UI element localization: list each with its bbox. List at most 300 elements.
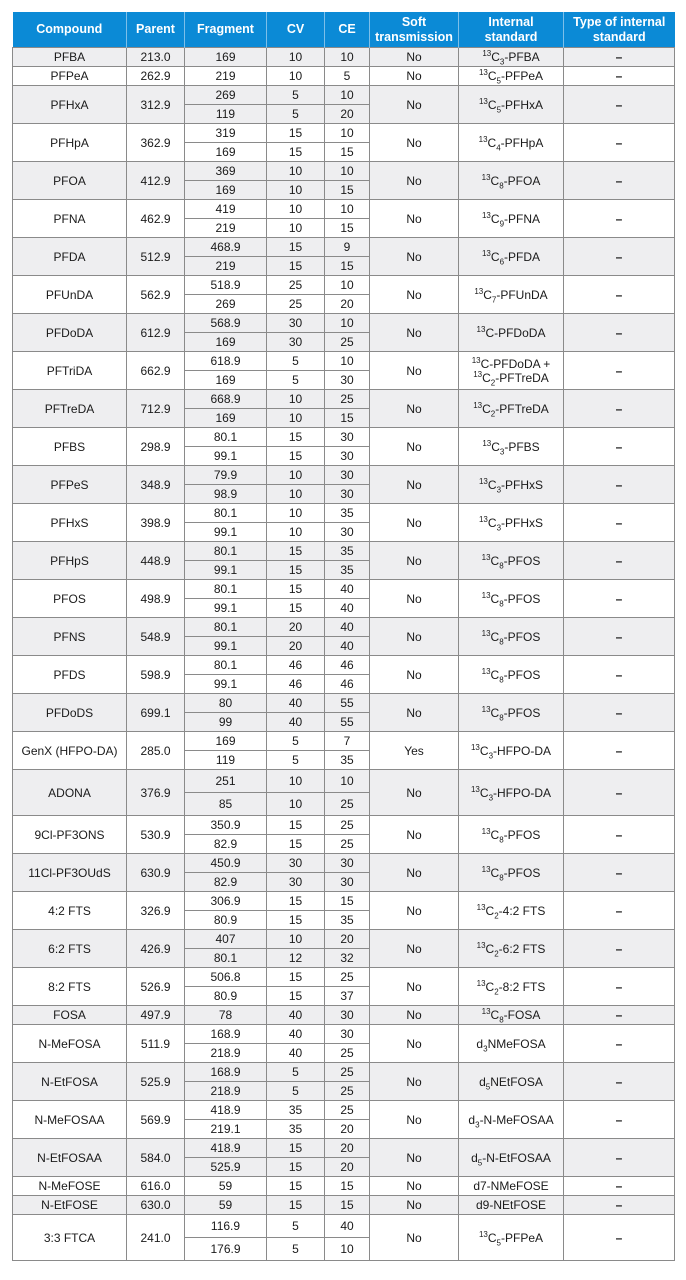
- compound-cell: PFPeA: [13, 67, 127, 86]
- ce-cell: 20: [325, 1120, 370, 1139]
- fragment-cell: 80.1: [185, 504, 267, 523]
- table-row: [13, 1177, 675, 1196]
- cv-cell: 35: [267, 1120, 325, 1139]
- fragment-cell: 418.9: [185, 1101, 267, 1120]
- type-of-standard-cell: –: [564, 124, 675, 162]
- header-compound: Compound: [13, 12, 127, 48]
- parent-cell: 312.9: [127, 86, 185, 124]
- ce-cell: 40: [325, 637, 370, 656]
- table-row: [13, 1063, 675, 1082]
- ce-cell: 25: [325, 816, 370, 835]
- type-of-standard-cell: –: [564, 504, 675, 542]
- internal-standard-line: $^{13}C_8$-PFOS: [481, 826, 541, 844]
- cv-cell: 15: [267, 1158, 325, 1177]
- ce-cell: 55: [325, 713, 370, 732]
- ce-cell: 20: [325, 1158, 370, 1177]
- count-subscript: 5: [477, 1157, 483, 1167]
- ce-cell: 15: [325, 1196, 370, 1215]
- compound-group: [13, 48, 675, 67]
- ce-cell: 25: [325, 1082, 370, 1101]
- type-of-standard-cell: –: [564, 276, 675, 314]
- count-subscript: 2: [494, 910, 499, 920]
- mrm-parameters-table: [12, 12, 675, 1261]
- ce-cell: 30: [325, 466, 370, 485]
- internal-standard-line: $^{13}C_3$-PFBA: [482, 49, 540, 67]
- soft-transmission-cell: No: [370, 1215, 459, 1261]
- ce-cell: 25: [325, 1101, 370, 1120]
- ce-cell: 10: [325, 1238, 370, 1261]
- cv-cell: 10: [267, 200, 325, 219]
- cv-cell: 5: [267, 751, 325, 770]
- parent-cell: 298.9: [127, 428, 185, 466]
- fragment-cell: 506.8: [185, 968, 267, 987]
- internal-standard-line: $d_3-N$-MeFOSAA: [468, 1112, 554, 1129]
- type-of-standard-cell: –: [564, 86, 675, 124]
- isotope-superscript: 13: [481, 210, 491, 220]
- ce-cell: 30: [325, 371, 370, 390]
- count-subscript: 3: [483, 1043, 488, 1053]
- ce-cell: 25: [325, 390, 370, 409]
- ce-cell: 37: [325, 987, 370, 1006]
- cv-cell: 30: [267, 333, 325, 352]
- table-row: [13, 466, 675, 485]
- cv-cell: 5: [267, 732, 325, 751]
- compound-group: [13, 770, 675, 816]
- compound-cell: N-MeFOSAA: [13, 1101, 127, 1139]
- count-subscript: 7: [491, 294, 497, 304]
- compound-cell: N-EtFOSA: [13, 1063, 127, 1101]
- cv-cell: 10: [267, 504, 325, 523]
- soft-transmission-cell: No: [370, 930, 459, 968]
- fragment-cell: 80.1: [185, 542, 267, 561]
- compound-group: [13, 732, 675, 770]
- ce-cell: 40: [325, 1215, 370, 1238]
- type-of-standard-cell: –: [564, 1006, 675, 1025]
- table-row: [13, 816, 675, 835]
- table-row: [13, 854, 675, 873]
- fragment-cell: 99.1: [185, 599, 267, 618]
- internal-standard-cell: [459, 968, 564, 1006]
- cv-cell: 15: [267, 892, 325, 911]
- compound-group: [13, 352, 675, 390]
- ce-cell: 30: [325, 1025, 370, 1044]
- fragment-cell: 99: [185, 713, 267, 732]
- fragment-cell: 218.9: [185, 1082, 267, 1101]
- ce-cell: 30: [325, 428, 370, 447]
- count-subscript: 5: [485, 1081, 491, 1091]
- table-row: [13, 314, 675, 333]
- fragment-cell: 82.9: [185, 835, 267, 854]
- compound-cell: 9Cl-PF3ONS: [13, 816, 127, 854]
- parent-cell: 598.9: [127, 656, 185, 694]
- fragment-cell: 169: [185, 143, 267, 162]
- internal-standard-line: $^{13}C_3$-PFHxS: [478, 514, 544, 532]
- compound-group: [13, 542, 675, 580]
- internal-standard-cell: [459, 1101, 564, 1139]
- fragment-cell: 99.1: [185, 675, 267, 694]
- compound-cell: N-MeFOSE: [13, 1177, 127, 1196]
- cv-cell: 10: [267, 930, 325, 949]
- isotope-superscript: 13: [473, 369, 483, 379]
- fragment-cell: 219: [185, 219, 267, 238]
- fragment-cell: 219: [185, 257, 267, 276]
- parent-cell: 512.9: [127, 238, 185, 276]
- ce-cell: 5: [325, 67, 370, 86]
- count-subscript: 5: [496, 76, 501, 86]
- compound-cell: PFDA: [13, 238, 127, 276]
- ce-cell: 32: [325, 949, 370, 968]
- internal-standard-line: $^{13}C_3$-PFBS: [482, 438, 540, 456]
- internal-standard-line: $^{13}C_3$-PFHxS: [478, 476, 544, 494]
- fragment-cell: 80.1: [185, 618, 267, 637]
- table-row: [13, 504, 675, 523]
- parent-cell: 497.9: [127, 1006, 185, 1025]
- ce-cell: 25: [325, 968, 370, 987]
- fragment-cell: 79.9: [185, 466, 267, 485]
- type-of-standard-cell: –: [564, 1215, 675, 1261]
- parent-cell: 562.9: [127, 276, 185, 314]
- type-of-standard-cell: –: [564, 854, 675, 892]
- compound-group: [13, 200, 675, 238]
- ce-cell: 25: [325, 793, 370, 816]
- type-of-standard-cell: –: [564, 770, 675, 816]
- cv-cell: 15: [267, 580, 325, 599]
- ce-cell: 40: [325, 599, 370, 618]
- isotope-superscript: 13: [478, 476, 488, 486]
- count-subscript: 3: [488, 750, 494, 760]
- count-subscript: 4: [496, 142, 501, 152]
- count-subscript: 6: [499, 256, 505, 266]
- cv-cell: 15: [267, 542, 325, 561]
- cv-cell: 15: [267, 968, 325, 987]
- ce-cell: 15: [325, 892, 370, 911]
- internal-standard-cell: [459, 930, 564, 968]
- internal-standard-cell: [459, 314, 564, 352]
- cv-cell: 15: [267, 816, 325, 835]
- isotope-superscript: 13: [476, 978, 486, 988]
- internal-standard-cell: [459, 162, 564, 200]
- compound-cell: PFHxS: [13, 504, 127, 542]
- parent-cell: 530.9: [127, 816, 185, 854]
- ce-cell: 9: [325, 238, 370, 257]
- isotope-superscript: 13: [482, 438, 492, 448]
- internal-standard-line: $^{13}C_5$-PFPeA: [478, 1229, 544, 1247]
- fragment-cell: 169: [185, 333, 267, 352]
- internal-standard-line: $^{13}C_5$-PFPeA: [478, 68, 544, 86]
- internal-standard-line: $^{13}C_3-HFPO-DA$: [470, 742, 552, 760]
- soft-transmission-cell: No: [370, 770, 459, 816]
- table-row: [13, 200, 675, 219]
- soft-transmission-cell: No: [370, 390, 459, 428]
- compound-group: [13, 618, 675, 656]
- internal-standard-cell: [459, 276, 564, 314]
- count-subscript: 8: [499, 872, 504, 882]
- internal-standard-cell: [459, 48, 564, 67]
- parent-cell: 526.9: [127, 968, 185, 1006]
- cv-cell: 10: [267, 770, 325, 793]
- internal-standard-cell: [459, 1006, 564, 1025]
- isotope-superscript: 13: [478, 134, 488, 144]
- fragment-cell: 98.9: [185, 485, 267, 504]
- cv-cell: 40: [267, 694, 325, 713]
- soft-transmission-cell: No: [370, 1063, 459, 1101]
- parent-cell: 699.1: [127, 694, 185, 732]
- compound-cell: PFPeS: [13, 466, 127, 504]
- fragment-cell: 80.1: [185, 656, 267, 675]
- table-row: [13, 1215, 675, 1238]
- type-of-standard-cell: –: [564, 352, 675, 390]
- internal-standard-cell: [459, 854, 564, 892]
- internal-standard-cell: [459, 816, 564, 854]
- ce-cell: 25: [325, 1063, 370, 1082]
- fragment-cell: 169: [185, 409, 267, 428]
- count-subscript: 5: [496, 104, 502, 114]
- parent-cell: 241.0: [127, 1215, 185, 1261]
- internal-standard-line: $d_5-N$-EtFOSAA: [471, 1150, 551, 1167]
- fragment-cell: 468.9: [185, 238, 267, 257]
- soft-transmission-cell: No: [370, 276, 459, 314]
- type-of-standard-cell: –: [564, 732, 675, 770]
- compound-cell: 3:3 FTCA: [13, 1215, 127, 1261]
- cv-cell: 15: [267, 238, 325, 257]
- cv-cell: 10: [267, 48, 325, 67]
- cv-cell: 15: [267, 599, 325, 618]
- cv-cell: 25: [267, 276, 325, 295]
- fragment-cell: 169: [185, 732, 267, 751]
- fragment-cell: 251: [185, 770, 267, 793]
- compound-group: [13, 67, 675, 86]
- table-row: [13, 618, 675, 637]
- fragment-cell: 119: [185, 751, 267, 770]
- internal-standard-cell: [459, 542, 564, 580]
- parent-cell: 462.9: [127, 200, 185, 238]
- parent-cell: 630.0: [127, 1196, 185, 1215]
- isotope-superscript: 13: [476, 940, 486, 950]
- header-soft-transmission: Soft transmission: [370, 12, 459, 48]
- ce-cell: 30: [325, 485, 370, 504]
- compound-group: [13, 1101, 675, 1139]
- isotope-superscript: 13: [478, 514, 488, 524]
- parent-cell: 412.9: [127, 162, 185, 200]
- type-of-standard-cell: –: [564, 48, 675, 67]
- fragment-cell: 169: [185, 48, 267, 67]
- parent-cell: 712.9: [127, 390, 185, 428]
- fragment-cell: 306.9: [185, 892, 267, 911]
- soft-transmission-cell: No: [370, 86, 459, 124]
- compound-cell: PFUnDA: [13, 276, 127, 314]
- ce-cell: 20: [325, 1139, 370, 1158]
- compound-group: [13, 86, 675, 124]
- isotope-superscript: 13: [481, 172, 491, 182]
- isotope-superscript: 13: [474, 286, 484, 296]
- soft-transmission-cell: No: [370, 67, 459, 86]
- ce-cell: 10: [325, 352, 370, 371]
- cv-cell: 46: [267, 675, 325, 694]
- isotope-superscript: 13: [481, 248, 491, 258]
- fragment-cell: 168.9: [185, 1025, 267, 1044]
- ce-cell: 35: [325, 542, 370, 561]
- table-row: [13, 1139, 675, 1158]
- table-row: [13, 162, 675, 181]
- cv-cell: 30: [267, 854, 325, 873]
- cv-cell: 5: [267, 1238, 325, 1261]
- parent-cell: 362.9: [127, 124, 185, 162]
- soft-transmission-cell: No: [370, 816, 459, 854]
- fragment-cell: 59: [185, 1177, 267, 1196]
- table-row: [13, 276, 675, 295]
- compound-group: [13, 276, 675, 314]
- ce-cell: 35: [325, 911, 370, 930]
- internal-standard-cell: [459, 1139, 564, 1177]
- type-of-standard-cell: –: [564, 892, 675, 930]
- internal-standard-cell: [459, 390, 564, 428]
- soft-transmission-cell: No: [370, 1177, 459, 1196]
- soft-transmission-cell: Yes: [370, 732, 459, 770]
- internal-standard-line: $d_5NEtFOSA$: [479, 1074, 543, 1091]
- parent-cell: 548.9: [127, 618, 185, 656]
- soft-transmission-cell: No: [370, 1139, 459, 1177]
- header-internal-standard: Internal standard: [459, 12, 564, 48]
- parent-cell: 612.9: [127, 314, 185, 352]
- compound-cell: PFBA: [13, 48, 127, 67]
- cv-cell: 15: [267, 1196, 325, 1215]
- isotope-superscript: 13: [470, 784, 480, 794]
- ce-cell: 15: [325, 409, 370, 428]
- type-of-standard-cell: –: [564, 968, 675, 1006]
- fragment-cell: 169: [185, 181, 267, 200]
- compound-group: [13, 656, 675, 694]
- count-subscript: 8: [499, 598, 504, 608]
- cv-cell: 10: [267, 181, 325, 200]
- internal-standard-cell: [459, 1196, 564, 1215]
- count-subscript: 8: [499, 712, 504, 722]
- type-of-standard-cell: –: [564, 542, 675, 580]
- ce-cell: 25: [325, 1044, 370, 1063]
- soft-transmission-cell: No: [370, 238, 459, 276]
- fragment-cell: 319: [185, 124, 267, 143]
- cv-cell: 10: [267, 793, 325, 816]
- compound-group: [13, 124, 675, 162]
- compound-cell: PFDoDA: [13, 314, 127, 352]
- parent-cell: 662.9: [127, 352, 185, 390]
- soft-transmission-cell: No: [370, 200, 459, 238]
- ce-cell: 10: [325, 124, 370, 143]
- ce-cell: 15: [325, 257, 370, 276]
- table-row: [13, 67, 675, 86]
- compound-group: [13, 504, 675, 542]
- fragment-cell: 80.1: [185, 580, 267, 599]
- internal-standard-cell: [459, 1025, 564, 1063]
- ce-cell: 15: [325, 181, 370, 200]
- table-row: [13, 1196, 675, 1215]
- internal-standard-cell: [459, 124, 564, 162]
- isotope-superscript: 13: [481, 666, 491, 676]
- fragment-cell: 80.1: [185, 428, 267, 447]
- table-row: [13, 930, 675, 949]
- internal-standard-line: $^{13}C_9$-PFNA: [481, 210, 541, 228]
- fragment-cell: 618.9: [185, 352, 267, 371]
- internal-standard-cell: [459, 1177, 564, 1196]
- soft-transmission-cell: No: [370, 892, 459, 930]
- type-of-standard-cell: –: [564, 390, 675, 428]
- fragment-cell: 518.9: [185, 276, 267, 295]
- ce-cell: 10: [325, 162, 370, 181]
- table-row: [13, 732, 675, 751]
- soft-transmission-cell: No: [370, 428, 459, 466]
- parent-cell: 426.9: [127, 930, 185, 968]
- count-subscript: 3: [499, 446, 505, 456]
- compound-group: [13, 1006, 675, 1025]
- header-parent: Parent: [127, 12, 185, 48]
- ce-cell: 15: [325, 143, 370, 162]
- soft-transmission-cell: No: [370, 1101, 459, 1139]
- soft-transmission-cell: No: [370, 162, 459, 200]
- parent-cell: 616.0: [127, 1177, 185, 1196]
- internal-standard-line: $d_3NMeFOSA$: [476, 1036, 546, 1053]
- parent-cell: 448.9: [127, 542, 185, 580]
- cv-cell: 5: [267, 352, 325, 371]
- compound-group: [13, 1177, 675, 1196]
- type-of-standard-cell: –: [564, 1139, 675, 1177]
- compound-group: [13, 968, 675, 1006]
- ce-cell: 30: [325, 873, 370, 892]
- fragment-cell: 80.1: [185, 949, 267, 968]
- table-row: [13, 48, 675, 67]
- compound-group: [13, 466, 675, 504]
- table-row: [13, 770, 675, 793]
- fragment-cell: 99.1: [185, 637, 267, 656]
- internal-standard-line: $^{13}C_8$-PFOS: [481, 666, 541, 684]
- ce-cell: 15: [325, 1177, 370, 1196]
- soft-transmission-cell: No: [370, 854, 459, 892]
- internal-standard-cell: [459, 580, 564, 618]
- soft-transmission-cell: No: [370, 580, 459, 618]
- compound-group: [13, 238, 675, 276]
- cv-cell: 15: [267, 124, 325, 143]
- internal-standard-cell: [459, 352, 564, 390]
- internal-standard-cell: [459, 892, 564, 930]
- ce-cell: 46: [325, 675, 370, 694]
- compound-cell: PFTreDA: [13, 390, 127, 428]
- type-of-standard-cell: –: [564, 428, 675, 466]
- internal-standard-line: $^{13}$C-PFDoDA: [476, 324, 546, 340]
- cv-cell: 15: [267, 1177, 325, 1196]
- table-row: [13, 238, 675, 257]
- count-subscript: 3: [499, 57, 505, 67]
- soft-transmission-cell: No: [370, 352, 459, 390]
- compound-group: [13, 816, 675, 854]
- parent-cell: 326.9: [127, 892, 185, 930]
- internal-standard-cell: [459, 504, 564, 542]
- cv-cell: 20: [267, 637, 325, 656]
- internal-standard-line: $^{13}C_4$-PFHpA: [478, 134, 544, 152]
- count-subscript: 8: [499, 560, 504, 570]
- fragment-cell: 418.9: [185, 1139, 267, 1158]
- ce-cell: 20: [325, 105, 370, 124]
- fragment-cell: 80: [185, 694, 267, 713]
- table-row: [13, 892, 675, 911]
- count-subscript: 3: [496, 484, 502, 494]
- internal-standard-line: $^{13}$C-PFDoDA +: [471, 355, 551, 371]
- internal-standard-line: $^{13}C_2-4:2$ FTS: [476, 902, 546, 920]
- isotope-superscript: 13: [481, 552, 491, 562]
- cv-cell: 15: [267, 143, 325, 162]
- type-of-standard-cell: –: [564, 816, 675, 854]
- soft-transmission-cell: No: [370, 694, 459, 732]
- fragment-cell: 568.9: [185, 314, 267, 333]
- compound-cell: 11Cl-PF3OUdS: [13, 854, 127, 892]
- cv-cell: 5: [267, 1082, 325, 1101]
